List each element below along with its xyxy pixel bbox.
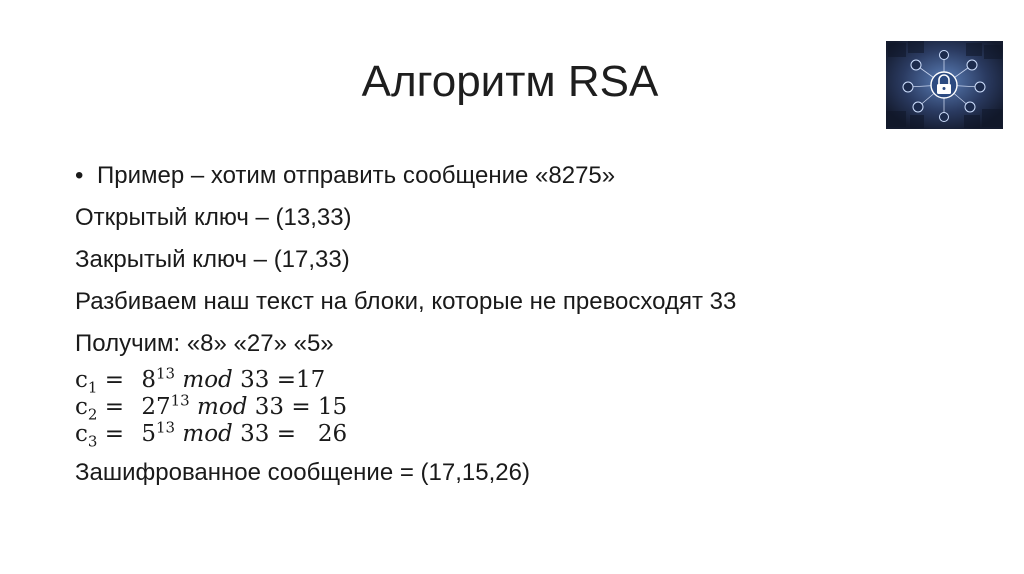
formula-sub: 3: [87, 432, 98, 451]
split-blocks-line: Разбиваем наш текст на блоки, которые не превосходят 33: [75, 288, 737, 315]
formula-eq2: =: [276, 421, 296, 447]
formula-block: [75, 364, 975, 451]
formula-var: c: [75, 367, 88, 393]
formula-op: mod: [182, 367, 233, 393]
formula-op: mod: [197, 394, 248, 420]
formula-c1: [75, 364, 975, 397]
formula-eq2: =: [276, 367, 296, 393]
formula-op: mod: [182, 421, 233, 447]
formula-eq: =: [97, 394, 132, 420]
slide-content: [75, 155, 975, 494]
formula-result: 26: [317, 421, 348, 447]
padlock-network-icon: [886, 41, 1003, 129]
formula-base: 5: [141, 421, 156, 447]
private-key-line: Закрытый ключ – (17,33): [75, 246, 350, 273]
bullet-marker: •: [75, 162, 84, 189]
formula-base: 8: [141, 367, 156, 393]
formula-c3: [75, 418, 975, 451]
formula-exp: 13: [155, 364, 176, 383]
slide-title: Алгоритм RSA: [361, 57, 659, 106]
formula-eq: =: [97, 367, 132, 393]
formula-mod: 33: [240, 421, 270, 447]
formula-c2: [75, 391, 975, 424]
formula-result: 17: [295, 367, 326, 393]
formula-mod: 33: [240, 367, 270, 393]
formula-eq2: =: [291, 394, 311, 420]
formula-eq: =: [97, 421, 132, 447]
formula-sub: 1: [87, 378, 98, 397]
example-text: Пример – хотим отправить сообщение «8275»: [97, 162, 616, 189]
formula-var: c: [75, 421, 88, 447]
formula-exp: 13: [155, 418, 176, 437]
formula-exp: 13: [170, 391, 190, 410]
encrypted-message-line: Зашифрованное сообщение = (17,15,26): [75, 459, 530, 486]
blocks-result-line: Получим: «8» «27» «5»: [75, 330, 334, 357]
public-key-line: Открытый ключ – (13,33): [75, 204, 352, 231]
formula-sub: 2: [87, 405, 98, 424]
formula-var: c: [75, 394, 88, 420]
security-network-image: [886, 41, 1003, 129]
example-bullet: [75, 155, 975, 197]
formula-mod: 33: [254, 394, 285, 420]
formula-result: 15: [317, 394, 348, 420]
formula-base: 27: [141, 394, 171, 420]
